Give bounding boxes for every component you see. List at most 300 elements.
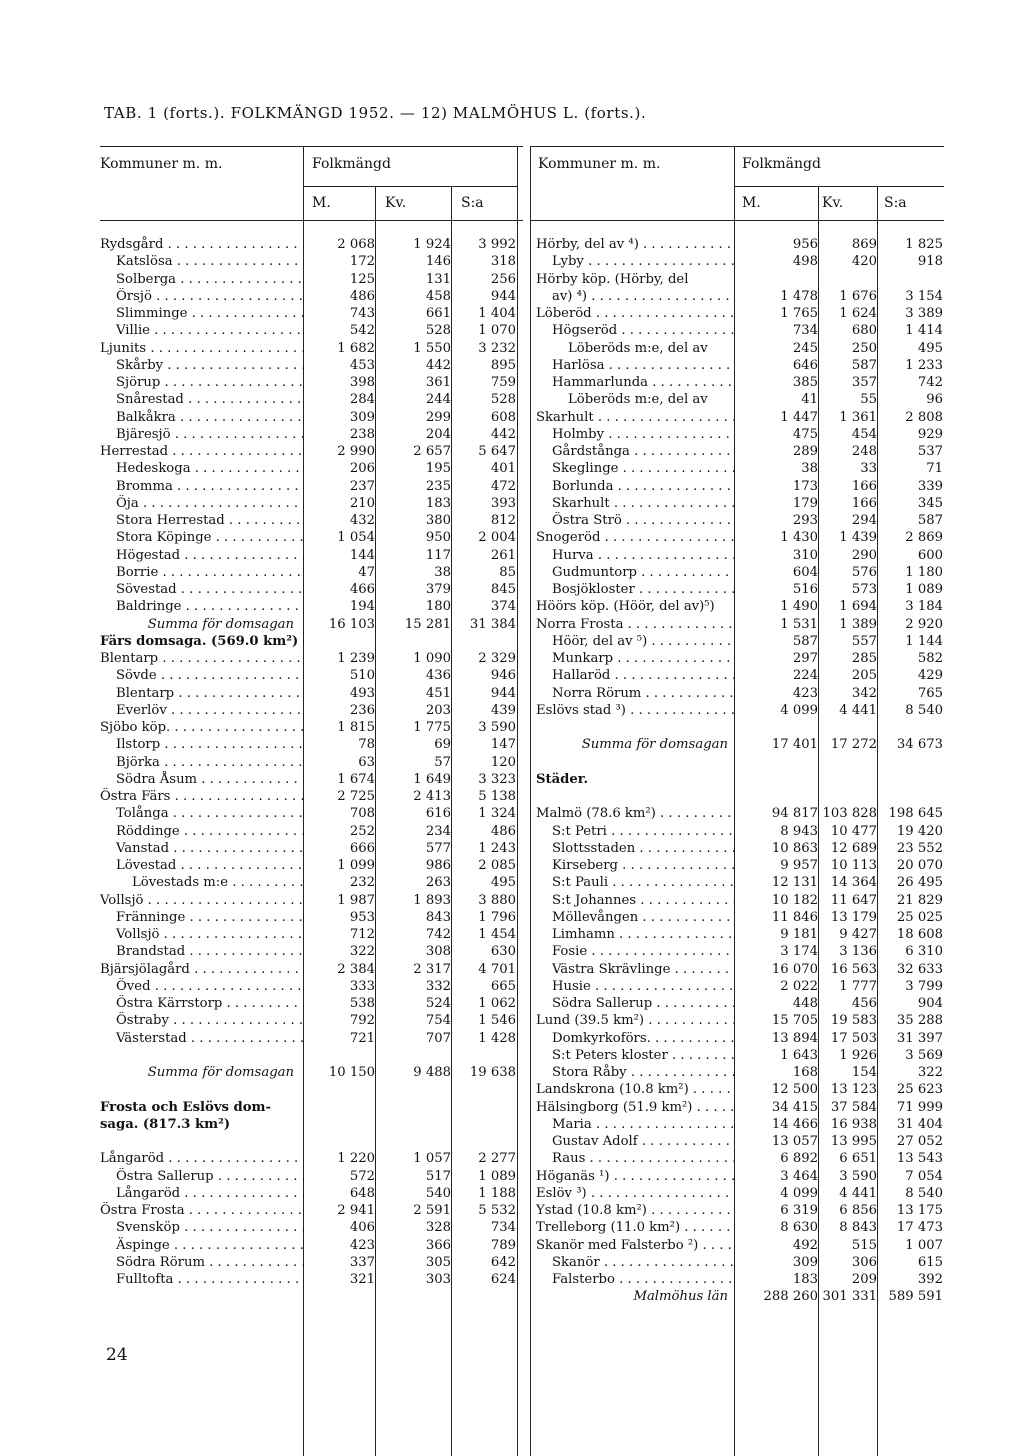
table-row [530, 926, 944, 943]
value-sa: 1 233 [905, 357, 943, 373]
table-row [100, 926, 523, 943]
value-m: 423 [792, 685, 818, 701]
table-row [100, 1133, 523, 1150]
table-row [100, 754, 523, 771]
value-kv: 166 [851, 495, 877, 511]
table-row [100, 1047, 523, 1064]
row-name: Bjärsjölagård . . . [100, 961, 304, 978]
value-sa: 2 920 [905, 616, 943, 632]
value-sa: 2 004 [478, 530, 516, 546]
table-row [100, 874, 523, 891]
value-m: 712 [349, 927, 375, 942]
value-kv: 1 090 [413, 651, 451, 666]
value-kv: 294 [851, 513, 877, 528]
value-kv: 244 [425, 392, 451, 408]
value-m: 448 [792, 996, 818, 1011]
value-m: 14 466 [771, 1116, 818, 1132]
value-sa: 8 540 [905, 1185, 943, 1201]
value-kv: 2 413 [413, 789, 451, 804]
table-row [100, 1168, 523, 1185]
value-m: 1 054 [337, 530, 375, 546]
table-row [100, 478, 523, 495]
value-m: 1 643 [780, 1047, 818, 1063]
value-kv: 57 [434, 754, 451, 770]
value-kv: 299 [425, 409, 451, 425]
table-row [100, 667, 523, 684]
table-row [530, 840, 944, 857]
value-m: 9 957 [780, 858, 818, 873]
value-m: 245 [792, 340, 818, 356]
row-name: Solberga . . . [116, 271, 304, 288]
value-sa: 495 [490, 875, 516, 891]
value-m: 6 319 [780, 1203, 818, 1218]
row-name: Västra Skrävlinge . . . [552, 961, 734, 978]
value-sa: 429 [917, 668, 943, 684]
row-name: Höörs köp. (Höör, del av)⁵) [536, 599, 715, 615]
value-kv: 742 [425, 927, 451, 942]
row-name: Lyby . . . [552, 253, 734, 270]
value-m: 453 [349, 357, 375, 373]
value-kv: 203 [425, 702, 451, 718]
row-name: Skarhult . . . [536, 409, 734, 426]
value-m: 3 464 [780, 1168, 818, 1184]
row-name: Hörby köp. (Hörby, del [536, 271, 689, 287]
table-row [100, 943, 523, 960]
table-row [530, 512, 944, 529]
table-row [530, 305, 944, 322]
value-m: 333 [349, 978, 375, 994]
table-row [530, 874, 944, 891]
value-kv: 195 [425, 461, 451, 477]
value-m: 2 022 [780, 978, 818, 994]
value-kv: 12 689 [830, 840, 877, 856]
value-m: 587 [792, 633, 818, 649]
value-kv: 524 [425, 996, 451, 1011]
value-kv: 680 [851, 323, 877, 339]
value-m: 38 [801, 461, 818, 477]
value-kv: 6 651 [839, 1151, 877, 1167]
value-sa: 3 323 [478, 771, 516, 787]
value-m: 322 [349, 944, 375, 960]
value-kv: 557 [851, 633, 877, 649]
row-name: Stora Råby . . . [552, 1064, 734, 1081]
table-row [530, 943, 944, 960]
value-sa: 25 623 [896, 1082, 943, 1098]
sa-header: S:a [884, 195, 907, 211]
value-m: 498 [792, 254, 818, 270]
value-m: 1 099 [337, 858, 375, 873]
row-name: Lund (39.5 km²) . . . [536, 1012, 734, 1029]
table-row [530, 426, 944, 443]
value-kv: 1 389 [839, 616, 877, 632]
table-row [100, 1202, 523, 1219]
table-row [530, 1012, 944, 1029]
row-name: Summa för domsagan [147, 616, 294, 632]
value-m: 210 [349, 495, 375, 511]
value-m: 12 500 [771, 1082, 818, 1098]
table-row [100, 460, 523, 477]
value-m: 144 [349, 547, 375, 563]
value-sa: 759 [490, 375, 516, 390]
value-kv: 303 [425, 1272, 451, 1287]
table-row [530, 788, 944, 805]
value-kv: 290 [851, 547, 877, 563]
value-sa: 1 796 [478, 909, 516, 925]
table-row [530, 1150, 944, 1167]
value-m: 284 [349, 392, 375, 408]
table-row [530, 805, 944, 822]
table-row [100, 547, 523, 564]
row-name: Tolånga . . . [116, 805, 304, 822]
row-name: Gårdstånga . . . [552, 443, 734, 460]
value-kv: 2 317 [413, 961, 451, 977]
value-m: 538 [349, 996, 375, 1011]
value-sa: 120 [490, 754, 516, 770]
table-row [100, 961, 523, 978]
value-m: 572 [349, 1168, 375, 1184]
value-sa: 1 007 [905, 1237, 943, 1253]
table-row [530, 391, 944, 408]
value-kv: 183 [425, 495, 451, 511]
value-m: 238 [349, 426, 375, 442]
value-m: 604 [792, 564, 818, 580]
row-name: Katslösa . . . [116, 253, 304, 270]
value-m: 63 [358, 754, 375, 770]
value-sa: 904 [917, 996, 943, 1011]
table-row [530, 892, 944, 909]
value-kv: 528 [425, 323, 451, 339]
table-row [100, 1185, 523, 1202]
row-name: Björka . . . [116, 754, 304, 771]
value-sa: 19 638 [469, 1065, 516, 1080]
folkmangd-header: Folkmängd [312, 156, 391, 172]
value-m: 4 099 [780, 1185, 818, 1201]
table-row [530, 564, 944, 581]
value-sa: 31 384 [469, 616, 516, 632]
table-row [530, 719, 944, 736]
table-row [530, 667, 944, 684]
value-sa: 765 [917, 685, 943, 701]
table-row [100, 1030, 523, 1047]
row-name: Baldringe . . . [116, 598, 304, 615]
value-kv: 332 [425, 978, 451, 994]
row-name: Hälsingborg (51.9 km²) . . . [536, 1099, 734, 1116]
value-sa: 5 532 [478, 1203, 516, 1218]
row-name: Rydsgård . . . [100, 236, 304, 253]
table-row [100, 1271, 523, 1288]
table-row [100, 736, 523, 753]
table-row [530, 978, 944, 995]
row-name: av) ⁴) . . . [552, 288, 734, 305]
row-name: Gudmuntorp . . . [552, 564, 734, 581]
value-kv: 436 [425, 668, 451, 684]
value-sa: 26 495 [896, 875, 943, 891]
table-row [100, 892, 523, 909]
row-name: Skanör . . . [552, 1254, 734, 1271]
value-kv: 204 [425, 426, 451, 442]
value-kv: 55 [860, 392, 877, 408]
value-kv: 9 427 [839, 927, 877, 942]
section-heading [100, 633, 523, 650]
value-sa: 944 [490, 288, 516, 304]
value-m: 194 [349, 599, 375, 615]
summary-row [530, 736, 944, 753]
value-kv: 2 657 [413, 444, 451, 459]
value-m: 1 815 [337, 720, 375, 735]
value-sa: 615 [917, 1254, 943, 1270]
row-name: Balkåkra . . . [116, 409, 304, 426]
value-m: 34 415 [771, 1099, 818, 1115]
row-name: Landskrona (10.8 km²) . . . [536, 1081, 734, 1098]
value-kv: 1 775 [413, 720, 451, 735]
row-name: Hedeskoga . . . [116, 460, 304, 477]
value-sa: 85 [499, 564, 516, 580]
value-kv: 342 [851, 685, 877, 701]
row-name: Hallaröd . . . [552, 667, 734, 684]
summary-row [100, 1064, 523, 1081]
value-sa: 3 799 [905, 978, 943, 994]
row-name: Löberöd . . . [536, 305, 734, 322]
value-m: 398 [349, 375, 375, 390]
row-name: Östra Kärrstorp . . . [116, 995, 304, 1012]
value-sa: 256 [490, 271, 516, 287]
value-sa: 2 085 [478, 858, 516, 873]
value-sa: 339 [917, 478, 943, 494]
row-name: Lövestads m:e . . . [132, 874, 304, 891]
value-kv: 843 [425, 909, 451, 925]
row-name: Ilstorp . . . [116, 736, 304, 753]
table-row [100, 1237, 523, 1254]
row-name: Slottsstaden . . . [552, 840, 734, 857]
table-row [100, 495, 523, 512]
value-m: 288 260 [763, 1289, 818, 1305]
value-sa: 895 [490, 357, 516, 373]
value-sa: 2 277 [478, 1151, 516, 1167]
table-row [100, 788, 523, 805]
row-name: Bjäresjö . . . [116, 426, 304, 443]
kommuner-header: Kommuner m. m. [100, 156, 223, 172]
value-sa: 6 310 [905, 944, 943, 960]
table-row [530, 1254, 944, 1271]
value-sa: 4 701 [478, 961, 516, 977]
table-row [530, 1133, 944, 1150]
row-name: Borlunda . . . [552, 478, 734, 495]
value-kv: 458 [425, 288, 451, 304]
table-row [530, 909, 944, 926]
value-kv: 4 441 [839, 702, 877, 718]
value-kv: 1 361 [839, 409, 877, 425]
value-kv: 573 [851, 582, 877, 597]
summary-row [530, 1288, 944, 1305]
value-m: 17 401 [771, 737, 818, 753]
value-m: 289 [792, 444, 818, 459]
table-row [100, 288, 523, 305]
value-m: 16 103 [328, 616, 375, 632]
value-m: 792 [349, 1013, 375, 1029]
row-name: Städer. [536, 771, 589, 787]
row-name: Harlösa . . . [552, 357, 734, 374]
kv-header: Kv. [385, 195, 407, 211]
row-name: S:t Petri . . . [552, 823, 734, 840]
value-sa: 198 645 [888, 806, 943, 822]
value-m: 1 682 [337, 340, 375, 356]
table-row [530, 236, 944, 253]
row-name: Falsterbo . . . [552, 1271, 734, 1288]
value-m: 6 892 [780, 1151, 818, 1167]
row-name: Eslöv ³) . . . [536, 1185, 734, 1202]
table-row [530, 1168, 944, 1185]
table-row [530, 1081, 944, 1098]
row-name: Vanstad . . . [116, 840, 304, 857]
value-kv: 17 503 [830, 1030, 877, 1046]
value-kv: 306 [851, 1254, 877, 1270]
row-name: Blentarp . . . [100, 650, 304, 667]
value-m: 206 [349, 461, 375, 477]
value-sa: 608 [490, 409, 516, 425]
row-name: Långaröd . . . [100, 1150, 304, 1167]
value-kv: 180 [425, 599, 451, 615]
table-row [530, 754, 944, 771]
value-kv: 379 [425, 582, 451, 597]
row-name: Sövestad . . . [116, 581, 304, 598]
value-kv: 1 924 [413, 237, 451, 252]
value-sa: 789 [490, 1237, 516, 1253]
table-row [100, 512, 523, 529]
value-sa: 18 608 [896, 927, 943, 942]
value-sa: 812 [490, 513, 516, 528]
value-sa: 17 473 [896, 1220, 943, 1236]
row-name: Brandstad . . . [116, 943, 304, 960]
row-name: Ystad (10.8 km²) . . . [536, 1202, 734, 1219]
row-name: Hurva . . . [552, 547, 734, 564]
row-name: Stora Herrestad . . . [116, 512, 304, 529]
row-name: Vollsjö . . . [100, 892, 304, 909]
table-row [530, 253, 944, 270]
row-name: Löberöds m:e, del av [568, 340, 708, 356]
value-m: 236 [349, 702, 375, 718]
value-m: 510 [349, 668, 375, 684]
value-kv: 10 477 [830, 823, 877, 839]
table-row [530, 650, 944, 667]
value-sa: 1 454 [478, 927, 516, 942]
value-sa: 472 [490, 478, 516, 494]
value-m: 423 [349, 1237, 375, 1253]
value-sa: 13 543 [896, 1151, 943, 1167]
value-sa: 1 825 [905, 237, 943, 252]
value-sa: 1 062 [478, 996, 516, 1011]
value-sa: 1 324 [478, 806, 516, 822]
row-name: Södra Rörum . . . [116, 1254, 304, 1271]
value-sa: 1 404 [478, 306, 516, 321]
table-row [530, 633, 944, 650]
value-kv: 1 439 [839, 530, 877, 546]
value-m: 486 [349, 288, 375, 304]
value-m: 237 [349, 478, 375, 494]
value-sa: 318 [490, 254, 516, 270]
value-sa: 392 [917, 1272, 943, 1287]
sa-header: S:a [461, 195, 484, 211]
value-kv: 250 [851, 340, 877, 356]
value-sa: 3 232 [478, 340, 516, 356]
row-name: Ljunits . . . [100, 340, 304, 357]
value-m: 666 [349, 840, 375, 856]
value-kv: 616 [425, 806, 451, 822]
value-kv: 37 584 [830, 1099, 877, 1115]
row-name: Södra Sallerup . . . [552, 995, 734, 1012]
value-m: 2 990 [337, 444, 375, 459]
row-name: Holmby . . . [552, 426, 734, 443]
row-name: Färs domsaga. (569.0 km²) [100, 633, 299, 649]
value-m: 12 131 [771, 875, 818, 891]
row-name: Munkarp . . . [552, 650, 734, 667]
value-kv: 1 926 [839, 1047, 877, 1063]
row-name: Östra Strö . . . [552, 512, 734, 529]
value-sa: 31 404 [896, 1116, 943, 1132]
table-row [100, 771, 523, 788]
value-sa: 528 [490, 392, 516, 408]
value-kv: 454 [851, 426, 877, 442]
table-row [100, 1219, 523, 1236]
value-kv: 13 995 [830, 1134, 877, 1149]
value-sa: 401 [490, 461, 516, 477]
row-name: Äspinge . . . [116, 1237, 304, 1254]
value-sa: 374 [490, 599, 516, 615]
row-name: Trelleborg (11.0 km²) . . . [536, 1219, 734, 1236]
value-m: 516 [792, 582, 818, 597]
table-row [100, 374, 523, 391]
row-name: Örsjö . . . [116, 288, 304, 305]
value-sa: 3 569 [905, 1047, 943, 1063]
value-sa: 27 052 [896, 1134, 943, 1149]
value-kv: 1 649 [413, 771, 451, 787]
value-m: 4 099 [780, 702, 818, 718]
row-name: Kirseberg . . . [552, 857, 734, 874]
row-name: Malmöhus län [633, 1289, 728, 1305]
value-kv: 154 [851, 1065, 877, 1080]
value-kv: 166 [851, 478, 877, 494]
value-m: 293 [792, 513, 818, 528]
value-m: 8 630 [780, 1220, 818, 1236]
value-sa: 600 [917, 547, 943, 563]
value-kv: 451 [425, 685, 451, 701]
value-m: 168 [792, 1065, 818, 1080]
value-sa: 929 [917, 426, 943, 442]
value-sa: 261 [490, 547, 516, 563]
table-row [530, 322, 944, 339]
row-name: Bosjökloster . . . [552, 581, 734, 598]
value-m: 475 [792, 426, 818, 442]
row-name: Snogeröd . . . [536, 529, 734, 546]
value-m: 309 [349, 409, 375, 425]
value-m: 1 531 [780, 616, 818, 632]
value-m: 125 [349, 271, 375, 287]
table-row [530, 702, 944, 719]
value-m: 956 [792, 237, 818, 252]
m-header: M. [312, 195, 331, 211]
value-sa: 35 288 [896, 1013, 943, 1029]
table-row [100, 598, 523, 615]
row-name: Skeglinge . . . [552, 460, 734, 477]
value-sa: 3 154 [905, 288, 943, 304]
value-m: 8 943 [780, 823, 818, 839]
section-heading [530, 771, 944, 788]
value-sa: 944 [490, 685, 516, 701]
table-row [530, 340, 944, 357]
table-row [530, 685, 944, 702]
table-row [100, 909, 523, 926]
value-sa: 393 [490, 495, 516, 511]
value-m: 1 478 [780, 288, 818, 304]
